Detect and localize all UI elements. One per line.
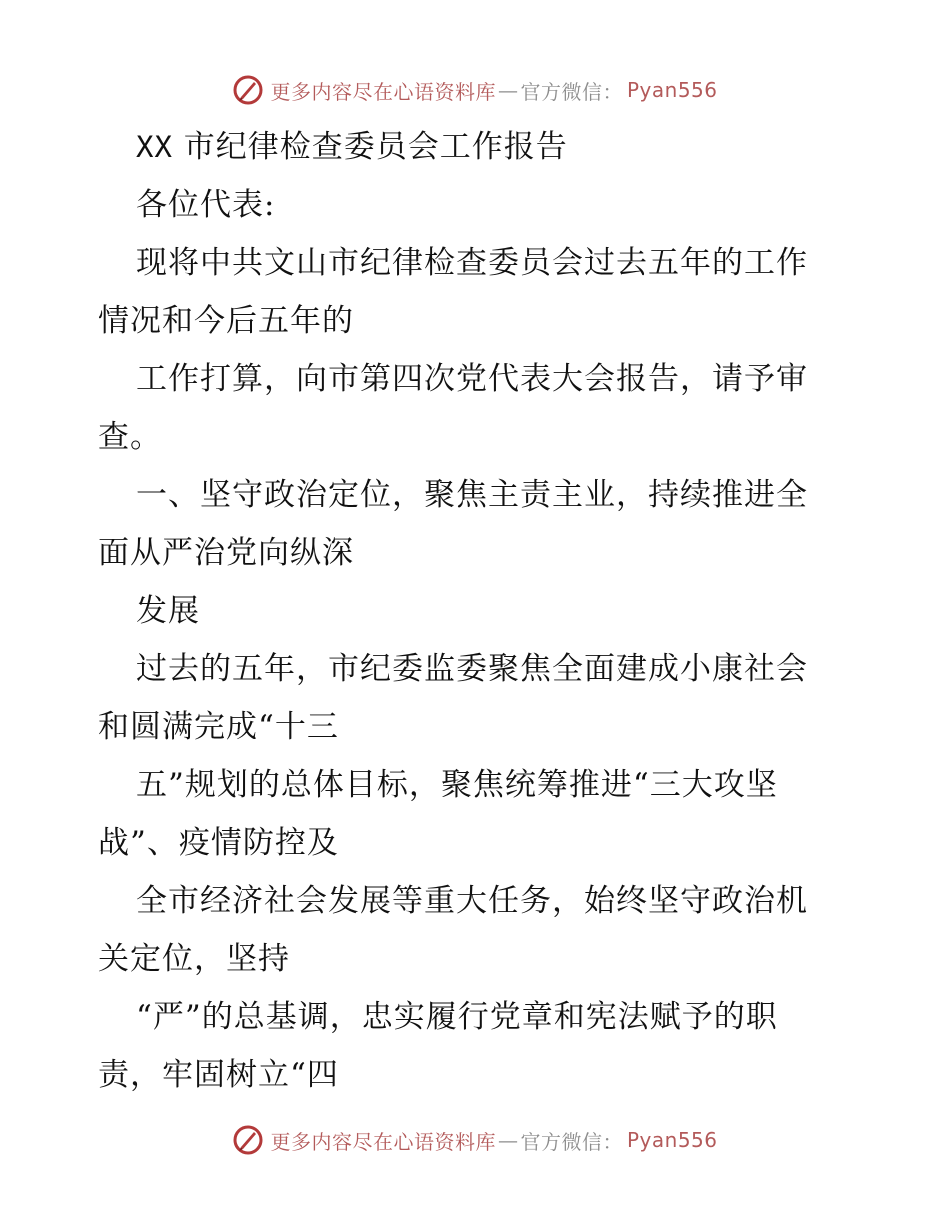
paragraph-line: 过去的五年，市纪委监委聚焦全面建成小康社会 <box>136 651 808 687</box>
paragraph-line: 情况和今后五年的 <box>98 303 354 339</box>
banner-separator: — <box>497 78 519 102</box>
paragraph-line: 全市经济社会发展等重大任务，始终坚守政治机 <box>136 883 808 919</box>
banner-text: 更多内容尽在心语资料库 <box>270 1129 496 1154</box>
document-body <box>98 118 858 1104</box>
section-heading-line: 发展 <box>136 593 200 629</box>
header-banner <box>0 70 950 110</box>
section-heading-line: 一、坚守政治定位，聚焦主责主业，持续推进全 <box>136 477 808 513</box>
paragraph-line: 和圆满完成“十三 <box>98 709 339 745</box>
paragraph-line: 关定位，坚持 <box>98 941 290 977</box>
paragraph-line: 战”、疫情防控及 <box>98 825 339 861</box>
banner-wechat-id: Pyan556 <box>626 1128 718 1152</box>
title-text: 市纪律检查委员会工作报告 <box>172 129 568 165</box>
section-heading-line: 面从严治党向纵深 <box>98 535 354 571</box>
quill-logo-icon <box>232 74 264 106</box>
quill-logo-icon <box>232 1124 264 1156</box>
paragraph-line: 工作打算，向市第四次党代表大会报告，请予审 <box>136 361 808 397</box>
paragraph-line: 现将中共文山市纪律检查委员会过去五年的工作 <box>136 245 808 281</box>
paragraph-line: 各位代表: <box>136 187 276 223</box>
banner-wechat-label: 官方微信： <box>520 1129 623 1154</box>
banner-separator: — <box>497 1128 519 1152</box>
paragraph-line: “严”的总基调，忠实履行党章和宪法赋予的职 <box>136 999 778 1035</box>
document-title <box>98 118 858 176</box>
paragraph-line: 查。 <box>98 419 162 455</box>
footer-banner <box>0 1120 950 1160</box>
paragraph-line: 五”规划的总体目标，聚焦统筹推进“三大攻坚 <box>136 767 778 803</box>
title-prefix: XX <box>136 130 173 164</box>
paragraph-line: 责，牢固树立“四 <box>98 1057 339 1093</box>
banner-wechat-label: 官方微信： <box>520 79 623 104</box>
banner-wechat-id: Pyan556 <box>626 78 718 102</box>
banner-text: 更多内容尽在心语资料库 <box>270 79 496 104</box>
